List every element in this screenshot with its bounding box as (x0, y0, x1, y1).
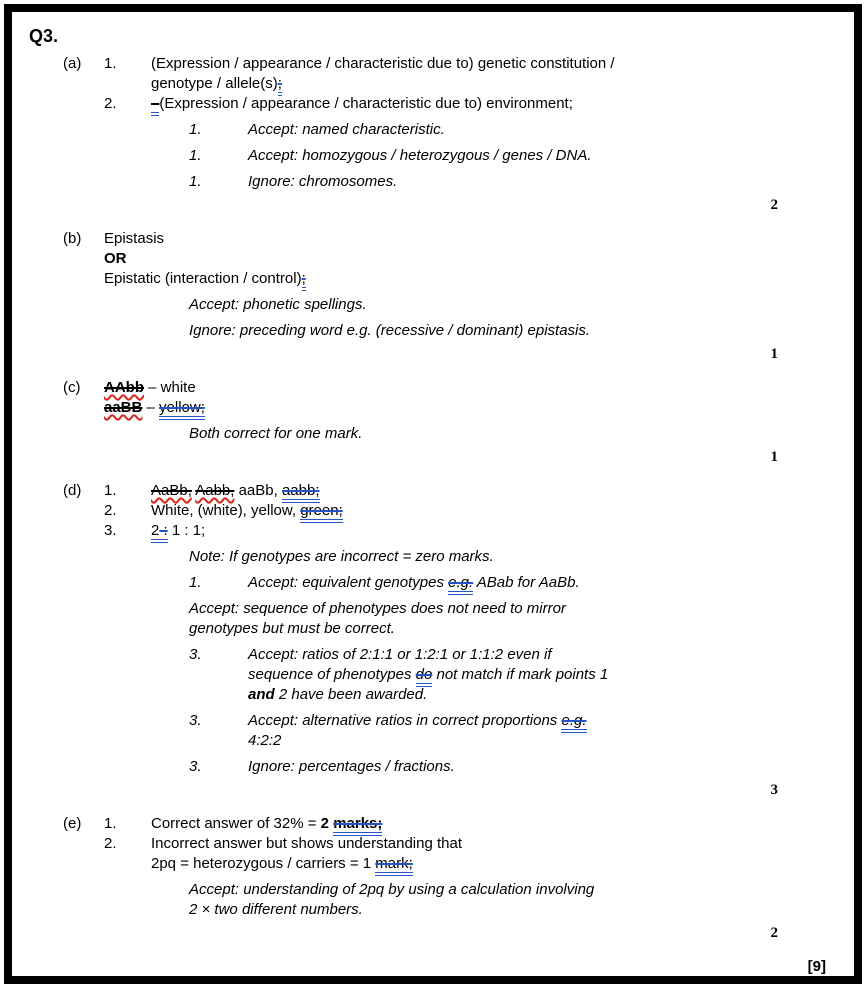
text-line (104, 229, 838, 249)
text-segment: Accept: homozygous / heterozygous / genes / DNA. (248, 147, 592, 164)
total-marks: [9] (807, 958, 826, 975)
text-decoration: AAbb (104, 379, 144, 396)
text-line (104, 645, 838, 665)
item-number: 1. (104, 815, 117, 832)
text-line (104, 665, 838, 685)
text-segment: – (151, 95, 159, 116)
text-segment: Accept: ratios of 2:1:1 or 1:2:1 or 1:1:2 even if (248, 646, 552, 663)
text-line (104, 757, 838, 777)
text-segment: sequence of phenotypes (248, 666, 416, 683)
text-segment: White, (white), yellow, (151, 502, 301, 519)
section-body (104, 814, 838, 943)
text-line (104, 146, 838, 166)
text-segment: Ignore: preceding word e.g. (recessive / dominant) epistasis. (189, 322, 591, 339)
text-segment: OR (104, 250, 127, 267)
text-line (104, 424, 838, 444)
text-segment: Accept: understanding of 2pq by using a calculation involving (189, 881, 595, 898)
text-segment: Accept: alternative ratios in correct proportions (248, 712, 562, 729)
marks-value: 2 (770, 925, 778, 941)
question-heading: Q3. (29, 26, 59, 46)
text-line (104, 481, 838, 501)
item-number: 2. (104, 835, 117, 852)
section-d (28, 481, 838, 800)
text-line (104, 599, 838, 619)
section-label: (c) (63, 379, 81, 396)
marks-value: 1 (770, 346, 778, 362)
text-segment (104, 399, 142, 416)
text-line (104, 295, 838, 315)
text-segment: mark; (375, 855, 413, 876)
text-segment: – (142, 399, 160, 416)
note-number: 1. (189, 574, 202, 591)
text-line (104, 249, 838, 269)
text-segment (195, 482, 234, 499)
text-segment: Accept: named characteristic. (248, 121, 445, 138)
text-line (104, 854, 838, 874)
text-segment: 2 have been awarded. (274, 686, 428, 703)
text-segment: e.g. (561, 712, 586, 733)
text-line (104, 547, 838, 567)
document-frame (4, 4, 862, 984)
text-segment: genotype / allele(s) (151, 75, 278, 92)
text-segment: Both correct for one mark. (189, 425, 363, 442)
text-line (104, 900, 838, 920)
text-line (104, 521, 838, 541)
text-line (104, 398, 838, 418)
note-number: 1. (189, 173, 202, 190)
text-segment: Accept: equivalent genotypes (248, 574, 449, 591)
section-body (104, 54, 838, 215)
text-line (104, 731, 838, 751)
section-e (28, 814, 838, 943)
text-line (104, 120, 838, 140)
item-number: 2. (104, 95, 117, 112)
text-segment: Ignore: chromosomes. (248, 173, 398, 190)
text-segment: Ignore: percentages / fractions. (248, 758, 455, 775)
text-line (104, 685, 838, 705)
text-segment: Accept: phonetic spellings. (189, 296, 367, 313)
text-line (104, 501, 838, 521)
text-segment: 4:2:2 (248, 732, 282, 749)
text-segment: 2 (320, 815, 330, 832)
note-number: 3. (189, 646, 202, 663)
text-segment: genotypes but must be correct. (189, 620, 395, 637)
text-decoration: aaBB (104, 399, 143, 416)
section-label: (b) (63, 230, 82, 247)
text-decoration: Aabb, (195, 482, 235, 499)
item-number: 2. (104, 502, 117, 519)
section-label: (e) (63, 815, 82, 832)
text-line (104, 814, 838, 834)
note-number: 1. (189, 121, 202, 138)
text-segment: 2pq = heterozygous / carriers = 1 (151, 855, 376, 872)
text-line (104, 321, 838, 341)
text-segment: 2 (151, 522, 159, 543)
text-segment: 1 : 1; (167, 522, 206, 539)
item-number: 1. (104, 482, 117, 499)
text-line (104, 834, 838, 854)
text-line (104, 880, 838, 900)
text-segment: Epistasis (104, 230, 165, 247)
text-segment: and (248, 686, 275, 703)
marks-value: 1 (770, 449, 778, 465)
text-segment: e.g. (448, 574, 473, 595)
section-body (104, 481, 838, 800)
text-segment: : (159, 522, 167, 543)
note-number: 3. (189, 758, 202, 775)
text-segment: marks; (333, 815, 382, 836)
text-segment: Correct answer of 32% = (151, 815, 321, 832)
section-label: (a) (63, 55, 82, 72)
section-body (104, 378, 838, 467)
marks-value: 3 (770, 782, 778, 798)
note-number: 1. (189, 147, 202, 164)
section-b (28, 229, 838, 364)
text-segment: (Expression / appearance / characteristic due to) environment; (159, 95, 573, 112)
text-segment: do (416, 666, 433, 687)
text-segment: green; (300, 502, 343, 523)
text-segment (104, 379, 144, 396)
text-segment: 2 × two different numbers. (189, 901, 363, 918)
marks-value: 2 (770, 197, 778, 213)
text-segment: not match if mark points 1 (432, 666, 609, 683)
text-segment (151, 482, 192, 499)
text-segment: ; (278, 75, 282, 96)
text-segment: Note: If genotypes are incorrect = zero marks. (189, 548, 494, 565)
section-a (28, 54, 838, 215)
text-segment: aabb; (282, 482, 320, 503)
section-body (104, 229, 838, 364)
note-number: 3. (189, 712, 202, 729)
text-segment: Epistatic (interaction / control) (104, 270, 302, 287)
item-number: 3. (104, 522, 117, 539)
text-segment: Accept: sequence of phenotypes does not need to mirror (189, 600, 566, 617)
text-segment: – white (144, 379, 196, 396)
text-line (104, 54, 838, 74)
text-segment: ; (302, 270, 306, 291)
text-segment: yellow; (159, 399, 205, 420)
text-line (104, 711, 838, 731)
text-segment: Incorrect answer but shows understanding that (151, 835, 463, 852)
text-decoration: AaBb, (151, 482, 192, 499)
item-number: 1. (104, 55, 117, 72)
text-line (104, 74, 838, 94)
content (28, 54, 838, 943)
text-line (104, 619, 838, 639)
text-line (104, 269, 838, 289)
text-line (104, 378, 838, 398)
text-line (104, 573, 838, 593)
section-c (28, 378, 838, 467)
text-segment: ABab for AaBb. (473, 574, 580, 591)
section-label: (d) (63, 482, 82, 499)
text-line (104, 94, 838, 114)
text-segment: aaBb, (234, 482, 282, 499)
text-line (104, 172, 838, 192)
text-segment: (Expression / appearance / characteristic due to) genetic constitution / (151, 55, 615, 72)
